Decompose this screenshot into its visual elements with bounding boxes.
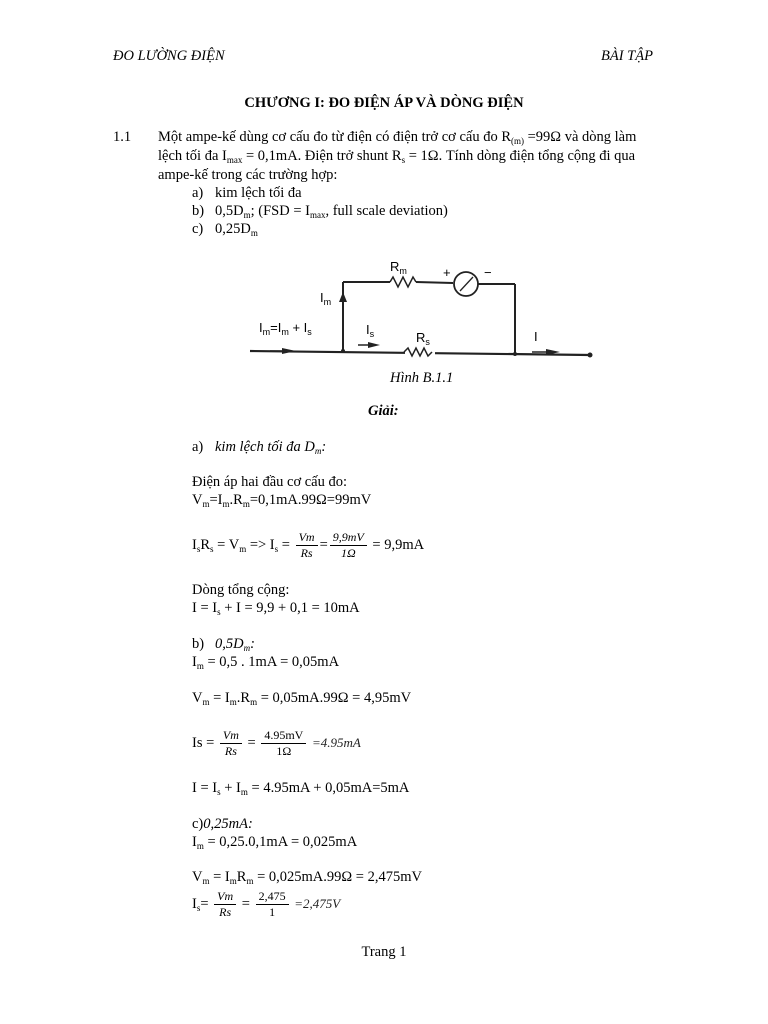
part-a-total-equation: $I = I_s + I = 9,9 + 0,1 = 10mA$ bbox=[192, 600, 360, 617]
label-rs: $R_s$ bbox=[416, 330, 430, 347]
problem-line-3: ampe-kế trong các trường hợp: bbox=[158, 167, 338, 183]
item-b-text: $0,5D_m$; ($FSD = I_{max}$, full scale deviation) bbox=[215, 203, 448, 220]
top-wire-2 bbox=[416, 282, 453, 283]
fraction-value: $\frac{9,9mV}{1\Omega}$ bbox=[330, 530, 367, 561]
part-a-marker: a) bbox=[192, 439, 204, 455]
part-c-title: c)0,25mA: bbox=[192, 816, 253, 832]
label-im: $I_m$ bbox=[320, 290, 332, 307]
fraction-vm-over-rs: $\frac{Vm}{Rs}$ bbox=[214, 889, 236, 920]
item-c-text: $0,25D_m$ bbox=[215, 221, 258, 238]
part-b-is-equation: Is = $\frac{Vm}{Rs}$ = $\frac{4.95mV}{1\Omega}$ =4.95mA bbox=[192, 728, 361, 759]
label-output-current: I bbox=[534, 329, 538, 344]
im-arrow bbox=[339, 292, 347, 302]
item-a-text: kim lệch tối đa bbox=[215, 185, 302, 201]
part-a-total-intro: Dòng tổng cộng: bbox=[192, 582, 290, 598]
circuit-diagram bbox=[240, 250, 605, 370]
header-left: ĐO LƯỜNG ĐIỆN bbox=[113, 48, 225, 64]
part-a-is-equation: $I_sR_s = V_m => I_s$ = $\frac{Vm}{Rs}$ = $\frac{9,9mV}{1\Omega}$ = 9,9mA bbox=[192, 530, 425, 561]
part-b-marker: b) bbox=[192, 636, 205, 652]
terminal-right bbox=[588, 353, 593, 358]
problem-line-2: lệch tối đa $I_{max} = 0,1mA$. Điện trở shunt $R_s = 1\Omega$. Tính dòng điện tổng cộng đi qua bbox=[158, 148, 636, 165]
part-b-vm-equation: $V_m = I_m.R_m = 0,05mA.99\Omega = 4,95mV$ bbox=[192, 690, 412, 707]
fraction-vm-over-rs: $\frac{Vm}{Rs}$ bbox=[296, 530, 318, 561]
problem-number: 1.1 bbox=[113, 129, 132, 145]
label-is: $I_s$ bbox=[366, 322, 375, 339]
fraction-vm-over-rs: $\frac{Vm}{Rs}$ bbox=[220, 728, 242, 759]
problem-line-1: Một ampe-kế dùng cơ cấu đo từ điện có điện trở cơ cấu đo $R_{(m)} =99\Omega$ và dòng làm bbox=[158, 129, 637, 146]
meter-needle bbox=[460, 277, 473, 291]
figure-caption: Hình B.1.1 bbox=[390, 370, 454, 386]
part-c-im-equation: $I_m = 0,25.0,1mA = 0,025mA$ bbox=[192, 834, 358, 851]
rm-resistor bbox=[390, 277, 416, 287]
item-a-marker: a) bbox=[192, 185, 204, 201]
item-b-marker: b) bbox=[192, 203, 205, 219]
part-b-i-equation: $I = I_s + I_m = 4.95mA + 0,05mA=5mA$ bbox=[192, 780, 410, 797]
part-c-vm-equation: $V_m = I_mR_m = 0,025mA.99\Omega = 2,475mV$ bbox=[192, 869, 422, 886]
part-b-im-equation: $I_m = 0,5$ . 1mA = 0,05mA bbox=[192, 654, 340, 671]
part-a-vm-equation: $V_m=I_m.R_m=0,1mA.99\Omega=99mV$ bbox=[192, 492, 372, 509]
fraction-value: $\frac{2,475}{1}$ bbox=[256, 889, 289, 920]
label-rm: $R_m$ bbox=[390, 259, 407, 276]
page-footer: Trang 1 bbox=[361, 944, 407, 960]
left-node bbox=[341, 349, 345, 353]
label-plus: + bbox=[443, 265, 451, 280]
right-node bbox=[513, 352, 517, 356]
part-a-title: kim lệch tối đa $D_m$: bbox=[215, 439, 327, 456]
part-c-is-equation: $I_s=$ $\frac{Vm}{Rs}$ = $\frac{2,475}{1}$ =2,475V bbox=[192, 889, 341, 920]
solution-heading: Giải: bbox=[368, 403, 399, 419]
part-b-title: $0,5D_m$: bbox=[215, 636, 255, 653]
item-c-marker: c) bbox=[192, 221, 204, 237]
header-right: BÀI TẬP bbox=[601, 48, 653, 64]
fraction-value: $\frac{4.95mV}{1\Omega}$ bbox=[261, 728, 306, 759]
part-a-voltage-intro: Điện áp hai đầu cơ cấu đo: bbox=[192, 474, 348, 490]
label-input-current: $I_m=I_m + I_s$ bbox=[259, 320, 312, 337]
label-minus: − bbox=[484, 265, 492, 280]
chapter-title: CHƯƠNG I: ĐO ĐIỆN ÁP VÀ DÒNG ĐIỆN bbox=[244, 95, 524, 111]
